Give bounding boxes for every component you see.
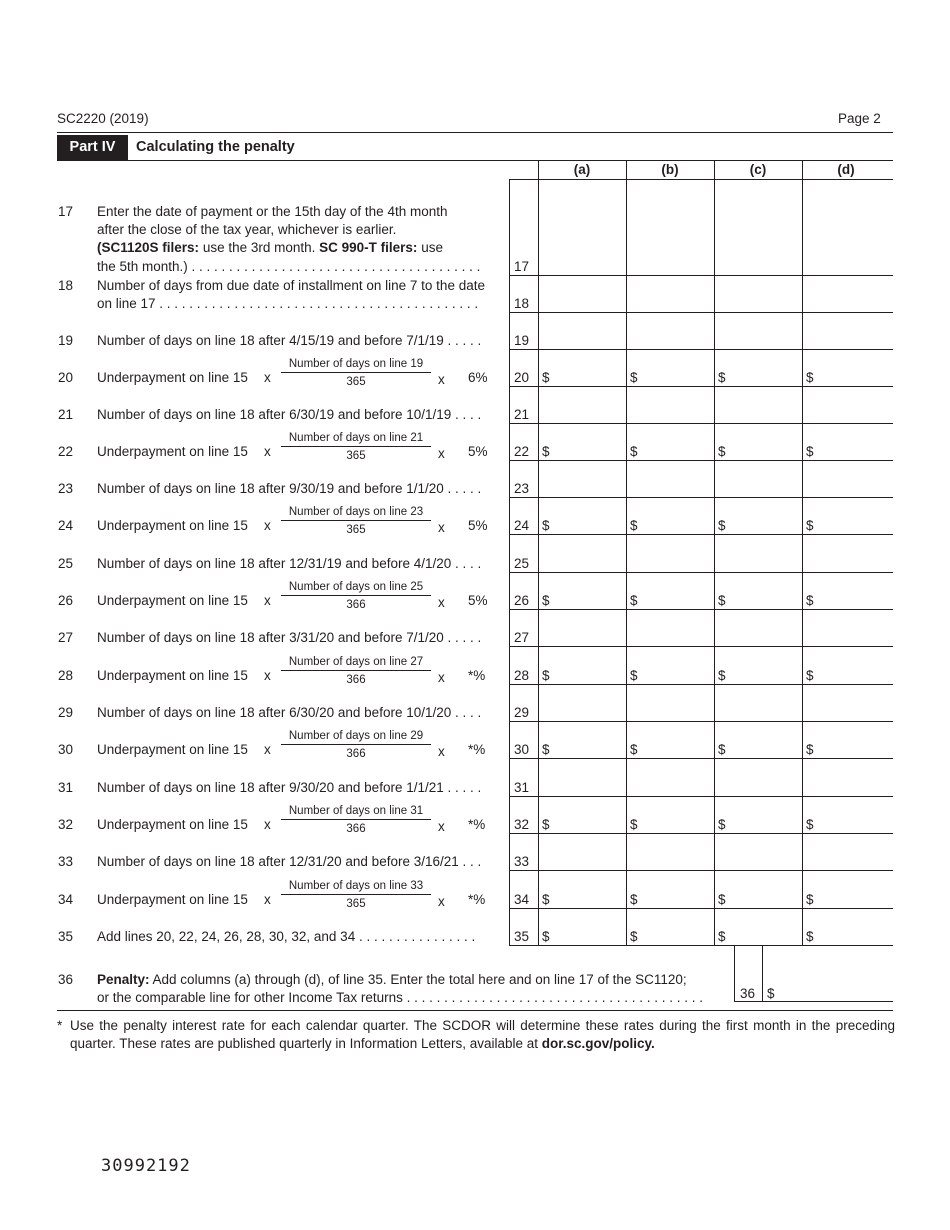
- footer-rule: [57, 1010, 893, 1011]
- line-19-col-d-field[interactable]: [803, 313, 892, 348]
- line-25-col-d-field[interactable]: [803, 535, 892, 571]
- fraction-numerator: Number of days on line 25: [281, 580, 431, 596]
- form-id: SC2220 (2019): [57, 111, 149, 126]
- grid-left-edge: [509, 179, 510, 945]
- line-27-text: Number of days on line 18 after 3/31/20 and before 7/1/20 . . . . .: [97, 630, 482, 645]
- multiply-sign: x: [438, 894, 445, 909]
- line-21-col-b-field[interactable]: [627, 387, 713, 422]
- line-number: 25: [58, 556, 74, 571]
- line-number: 26: [58, 593, 74, 608]
- multiply-sign: x: [264, 444, 271, 459]
- line-20-col-b-field[interactable]: [627, 350, 713, 385]
- line-number: 30: [58, 742, 74, 757]
- row-rule: [509, 945, 893, 946]
- line-21-text: Number of days on line 18 after 6/30/19 and before 10/1/19 . . . .: [97, 407, 482, 422]
- dollar-sign: $: [718, 518, 726, 533]
- part-label: Part IV: [57, 135, 128, 160]
- line-number: 33: [58, 854, 74, 869]
- dollar-sign: $: [718, 817, 726, 832]
- dollar-sign: $: [630, 518, 638, 533]
- multiply-sign: x: [438, 595, 445, 610]
- line-31-col-a-field[interactable]: [539, 759, 625, 795]
- line-31-col-c-field[interactable]: [715, 759, 801, 795]
- line-box-number: 28: [514, 668, 530, 683]
- line-box-number: 32: [514, 817, 530, 832]
- dollar-sign: $: [718, 668, 726, 683]
- line-28-col-d-field[interactable]: [803, 647, 892, 683]
- line-number: 27: [58, 630, 74, 645]
- line-29-col-b-field[interactable]: [627, 685, 713, 720]
- fraction-denominator: 365: [346, 376, 366, 388]
- line-box-number: 35: [514, 929, 530, 944]
- interest-rate: 5%: [468, 444, 488, 459]
- fraction-numerator: Number of days on line 23: [281, 505, 431, 521]
- fraction-denominator: 366: [346, 674, 366, 686]
- dollar-sign: $: [806, 518, 814, 533]
- dollar-sign: $: [718, 892, 726, 907]
- line-number: 31: [58, 780, 74, 795]
- penalty-label: Penalty:: [97, 972, 150, 987]
- line-box-number: 21: [514, 407, 530, 422]
- footnote-body: Use the penalty interest rate for each calendar quarter. The SCDOR will determine these rates during the first month in the preceding quarter. These rates are published quarterly in Information Letters, available at: [70, 1018, 895, 1051]
- line-21-col-d-field[interactable]: [803, 387, 892, 422]
- dollar-sign: $: [806, 892, 814, 907]
- dollar-sign: $: [718, 593, 726, 608]
- line-23-col-b-field[interactable]: [627, 461, 713, 496]
- line-30-fraction: [281, 729, 431, 761]
- line-17-text-2: after the close of the tax year, whichever is earlier.: [97, 222, 397, 237]
- line-34-col-b-field[interactable]: [627, 871, 713, 907]
- line-31-col-b-field[interactable]: [627, 759, 713, 795]
- line-25-col-c-field[interactable]: [715, 535, 801, 571]
- dollar-sign: $: [630, 668, 638, 683]
- line-number: 35: [58, 929, 74, 944]
- multiply-sign: x: [264, 593, 271, 608]
- line-22-col-d-field[interactable]: [803, 424, 892, 459]
- fraction-numerator: Number of days on line 21: [281, 431, 431, 447]
- line-19-text: Number of days on line 18 after 4/15/19 and before 7/1/19 . . . . .: [97, 333, 482, 348]
- line-20-col-d-field[interactable]: [803, 350, 892, 385]
- line-17-text-4: the 5th month.) . . . . . . . . . . . . . . . . . . . . . . . . . . . . . . . . . . . . . . .: [97, 259, 481, 274]
- line-32-fraction: [281, 804, 431, 836]
- line-32-label: Underpayment on line 15: [97, 817, 248, 832]
- line-25-col-b-field[interactable]: [627, 535, 713, 571]
- line-27-col-a-field[interactable]: [539, 610, 625, 645]
- line-31-text: Number of days on line 18 after 9/30/20 and before 1/1/21 . . . . .: [97, 780, 482, 795]
- dollar-sign: $: [630, 444, 638, 459]
- line-36-text-1: [97, 971, 687, 989]
- dollar-sign: $: [542, 668, 550, 683]
- line-17-text-1: Enter the date of payment or the 15th day of the 4th month: [97, 204, 448, 219]
- multiply-sign: x: [438, 819, 445, 834]
- footnote-text: [70, 1017, 895, 1053]
- interest-rate: 5%: [468, 518, 488, 533]
- line-32-col-c-field[interactable]: [715, 797, 801, 832]
- line-33-col-b-field[interactable]: [627, 834, 713, 869]
- line-box-number: 26: [514, 593, 530, 608]
- line-36-dollar: $: [767, 986, 775, 1001]
- line-box-number: 29: [514, 705, 530, 720]
- line-36-amount-field[interactable]: [734, 1001, 893, 1002]
- dollar-sign: $: [542, 370, 550, 385]
- line-21-col-c-field[interactable]: [715, 387, 801, 422]
- line-35-col-a-field[interactable]: [539, 909, 625, 944]
- line-22-fraction: [281, 431, 431, 463]
- fraction-numerator: Number of days on line 29: [281, 729, 431, 745]
- line-36-box-divider: [762, 946, 763, 1002]
- dollar-sign: $: [630, 370, 638, 385]
- line-20-fraction: [281, 357, 431, 389]
- line-36-box-label: 36: [740, 986, 756, 1001]
- dollar-sign: $: [630, 929, 638, 944]
- fraction-numerator: Number of days on line 31: [281, 804, 431, 820]
- line-22-label: Underpayment on line 15: [97, 444, 248, 459]
- column-b-header: (b): [661, 162, 679, 177]
- line-28-col-c-field[interactable]: [715, 647, 801, 683]
- line-28-col-a-field[interactable]: [539, 647, 625, 683]
- line-20-col-c-field[interactable]: [715, 350, 801, 385]
- footnote-asterisk: *: [57, 1018, 63, 1033]
- line-number: 29: [58, 705, 74, 720]
- line-20-col-a-field[interactable]: [539, 350, 625, 385]
- line-box-number: 19: [514, 333, 530, 348]
- multiply-sign: x: [264, 370, 271, 385]
- fraction-denominator: 365: [346, 524, 366, 536]
- line-18-col-a-field[interactable]: [539, 276, 625, 311]
- line-30-col-b-field[interactable]: [627, 722, 713, 757]
- line-29-col-a-field[interactable]: [539, 685, 625, 720]
- line-box-number: 24: [514, 518, 530, 533]
- dollar-sign: $: [718, 929, 726, 944]
- multiply-sign: x: [438, 372, 445, 387]
- fraction-denominator: 366: [346, 599, 366, 611]
- line-34-label: Underpayment on line 15: [97, 892, 248, 907]
- line-23-col-a-field[interactable]: [539, 461, 625, 496]
- interest-rate: *%: [468, 668, 486, 683]
- line-number: 20: [58, 370, 74, 385]
- line-box-number: 23: [514, 481, 530, 496]
- line-25-text: Number of days on line 18 after 12/31/19 and before 4/1/20 . . . .: [97, 556, 482, 571]
- multiply-sign: x: [264, 742, 271, 757]
- line-box-number: 25: [514, 556, 530, 571]
- line-29-text: Number of days on line 18 after 6/30/20 and before 10/1/20 . . . .: [97, 705, 482, 720]
- line-25-col-a-field[interactable]: [539, 535, 625, 571]
- line-36-box-left: [734, 946, 735, 1002]
- line-27-col-b-field[interactable]: [627, 610, 713, 645]
- line-29-col-c-field[interactable]: [715, 685, 801, 720]
- line-33-col-d-field[interactable]: [803, 834, 892, 869]
- line-box-number: 33: [514, 854, 530, 869]
- dollar-sign: $: [630, 817, 638, 832]
- line-24-fraction: [281, 505, 431, 537]
- column-a-header: (a): [573, 162, 591, 177]
- line-17-mid-1: use the 3rd month.: [199, 240, 320, 255]
- line-24-label: Underpayment on line 15: [97, 518, 248, 533]
- dollar-sign: $: [542, 892, 550, 907]
- line-17-col-b-field[interactable]: [627, 180, 713, 274]
- multiply-sign: x: [264, 518, 271, 533]
- dollar-sign: $: [630, 892, 638, 907]
- dollar-sign: $: [806, 370, 814, 385]
- dollar-sign: $: [630, 593, 638, 608]
- line-35-col-d-field[interactable]: [803, 909, 892, 944]
- line-35-col-c-field[interactable]: [715, 909, 801, 944]
- multiply-sign: x: [438, 744, 445, 759]
- line-number: 34: [58, 892, 74, 907]
- line-20-label: Underpayment on line 15: [97, 370, 248, 385]
- fraction-denominator: 366: [346, 748, 366, 760]
- dollar-sign: $: [718, 370, 726, 385]
- interest-rate: 6%: [468, 370, 488, 385]
- line-26-fraction: [281, 580, 431, 612]
- line-19-col-c-field[interactable]: [715, 313, 801, 348]
- line-19-col-a-field[interactable]: [539, 313, 625, 348]
- line-30-col-a-field[interactable]: [539, 722, 625, 757]
- dollar-sign: $: [806, 742, 814, 757]
- line-18-text-2: on line 17 . . . . . . . . . . . . . . . . . . . . . . . . . . . . . . . . . . . . . . . . . . .: [97, 296, 479, 311]
- column-d-header: (d): [837, 162, 855, 177]
- line-23-col-d-field[interactable]: [803, 461, 892, 496]
- header-rule: [57, 132, 893, 133]
- line-35-col-b-field[interactable]: [627, 909, 713, 944]
- line-18-col-b-field[interactable]: [627, 276, 713, 311]
- fraction-denominator: 366: [346, 823, 366, 835]
- line-number: 17: [58, 204, 74, 219]
- line-30-col-c-field[interactable]: [715, 722, 801, 757]
- line-box-number: 18: [514, 296, 530, 311]
- fraction-denominator: 365: [346, 450, 366, 462]
- dollar-sign: $: [806, 817, 814, 832]
- line-24-col-b-field[interactable]: [627, 498, 713, 533]
- line-31-col-d-field[interactable]: [803, 759, 892, 795]
- dollar-sign: $: [542, 929, 550, 944]
- line-34-col-d-field[interactable]: [803, 871, 892, 907]
- line-27-col-c-field[interactable]: [715, 610, 801, 645]
- dollar-sign: $: [718, 742, 726, 757]
- line-22-col-a-field[interactable]: [539, 424, 625, 459]
- line-18-col-c-field[interactable]: [715, 276, 801, 311]
- line-26-col-d-field[interactable]: [803, 573, 892, 608]
- line-17-mid-2: use: [417, 240, 443, 255]
- dollar-sign: $: [630, 742, 638, 757]
- line-32-col-d-field[interactable]: [803, 797, 892, 832]
- line-34-col-c-field[interactable]: [715, 871, 801, 907]
- line-18-col-d-field[interactable]: [803, 276, 892, 311]
- line-box-number: 31: [514, 780, 530, 795]
- dollar-sign: $: [806, 929, 814, 944]
- line-17-text-3: [97, 239, 443, 257]
- line-34-fraction: [281, 879, 431, 911]
- line-27-col-d-field[interactable]: [803, 610, 892, 645]
- line-33-text: Number of days on line 18 after 12/31/20 and before 3/16/21 . . .: [97, 854, 482, 869]
- line-24-col-d-field[interactable]: [803, 498, 892, 533]
- line-32-col-b-field[interactable]: [627, 797, 713, 832]
- line-28-fraction: [281, 655, 431, 687]
- line-19-col-b-field[interactable]: [627, 313, 713, 348]
- line-18-text-1: Number of days from due date of installment on line 7 to the date: [97, 278, 485, 293]
- multiply-sign: x: [264, 668, 271, 683]
- page-number: Page 2: [838, 111, 881, 126]
- line-number: 36: [58, 972, 74, 987]
- fraction-numerator: Number of days on line 19: [281, 357, 431, 373]
- line-17-col-a-field[interactable]: [539, 180, 625, 274]
- line-number: 21: [58, 407, 74, 422]
- interest-rate: *%: [468, 817, 486, 832]
- dollar-sign: $: [806, 668, 814, 683]
- multiply-sign: x: [438, 670, 445, 685]
- interest-rate: 5%: [468, 593, 488, 608]
- dollar-sign: $: [542, 817, 550, 832]
- line-34-col-a-field[interactable]: [539, 871, 625, 907]
- sc990t-label: SC 990-T filers:: [319, 240, 418, 255]
- line-26-col-b-field[interactable]: [627, 573, 713, 608]
- footnote-link[interactable]: dor.sc.gov/policy.: [541, 1036, 655, 1051]
- line-28-label: Underpayment on line 15: [97, 668, 248, 683]
- line-box-number: 30: [514, 742, 530, 757]
- line-32-col-a-field[interactable]: [539, 797, 625, 832]
- line-36-text-2: or the comparable line for other Income Tax returns . . . . . . . . . . . . . . . . . . . . . . . . . . . . . . . . . . . . . . . .: [97, 990, 703, 1005]
- fraction-numerator: Number of days on line 27: [281, 655, 431, 671]
- line-box-number: 22: [514, 444, 530, 459]
- line-box-number: 20: [514, 370, 530, 385]
- fraction-numerator: Number of days on line 33: [281, 879, 431, 895]
- multiply-sign: x: [264, 892, 271, 907]
- line-number: 18: [58, 278, 74, 293]
- column-c-header: (c): [749, 162, 767, 177]
- line-26-col-a-field[interactable]: [539, 573, 625, 608]
- line-22-col-c-field[interactable]: [715, 424, 801, 459]
- line-number: 24: [58, 518, 74, 533]
- part-title: Calculating the penalty: [136, 139, 295, 155]
- dollar-sign: $: [718, 444, 726, 459]
- line-box-number: 27: [514, 630, 530, 645]
- dollar-sign: $: [806, 444, 814, 459]
- line-23-col-c-field[interactable]: [715, 461, 801, 496]
- interest-rate: *%: [468, 742, 486, 757]
- line-number: 32: [58, 817, 74, 832]
- line-33-col-a-field[interactable]: [539, 834, 625, 869]
- line-29-col-d-field[interactable]: [803, 685, 892, 720]
- dollar-sign: $: [542, 518, 550, 533]
- fraction-denominator: 365: [346, 898, 366, 910]
- line-23-text: Number of days on line 18 after 9/30/19 and before 1/1/20 . . . . .: [97, 481, 482, 496]
- line-30-label: Underpayment on line 15: [97, 742, 248, 757]
- sc1120s-label: (SC1120S filers:: [97, 240, 200, 255]
- dollar-sign: $: [806, 593, 814, 608]
- line-box-number: 34: [514, 892, 530, 907]
- line-33-col-c-field[interactable]: [715, 834, 801, 869]
- line-21-col-a-field[interactable]: [539, 387, 625, 422]
- line-17-col-c-field[interactable]: [715, 180, 801, 274]
- line-30-col-d-field[interactable]: [803, 722, 892, 757]
- line-number: 22: [58, 444, 74, 459]
- dollar-sign: $: [542, 593, 550, 608]
- multiply-sign: x: [264, 817, 271, 832]
- line-number: 28: [58, 668, 74, 683]
- line-22-col-b-field[interactable]: [627, 424, 713, 459]
- line-28-col-b-field[interactable]: [627, 647, 713, 683]
- interest-rate: *%: [468, 892, 486, 907]
- line-box-number: 17: [514, 259, 530, 274]
- line-number: 23: [58, 481, 74, 496]
- line-17-col-d-field[interactable]: [803, 180, 892, 274]
- line-number: 19: [58, 333, 74, 348]
- line-24-col-a-field[interactable]: [539, 498, 625, 533]
- line-26-label: Underpayment on line 15: [97, 593, 248, 608]
- line-24-col-c-field[interactable]: [715, 498, 801, 533]
- dollar-sign: $: [542, 742, 550, 757]
- form-barcode: 30992192: [101, 1156, 191, 1176]
- dollar-sign: $: [542, 444, 550, 459]
- multiply-sign: x: [438, 446, 445, 461]
- line-35-text: Add lines 20, 22, 24, 26, 28, 30, 32, and 34 . . . . . . . . . . . . . . . .: [97, 929, 476, 944]
- multiply-sign: x: [438, 520, 445, 535]
- line-26-col-c-field[interactable]: [715, 573, 801, 608]
- line-36-text-a: Add columns (a) through (d), of line 35. Enter the total here and on line 17 of the SC1120;: [149, 972, 687, 987]
